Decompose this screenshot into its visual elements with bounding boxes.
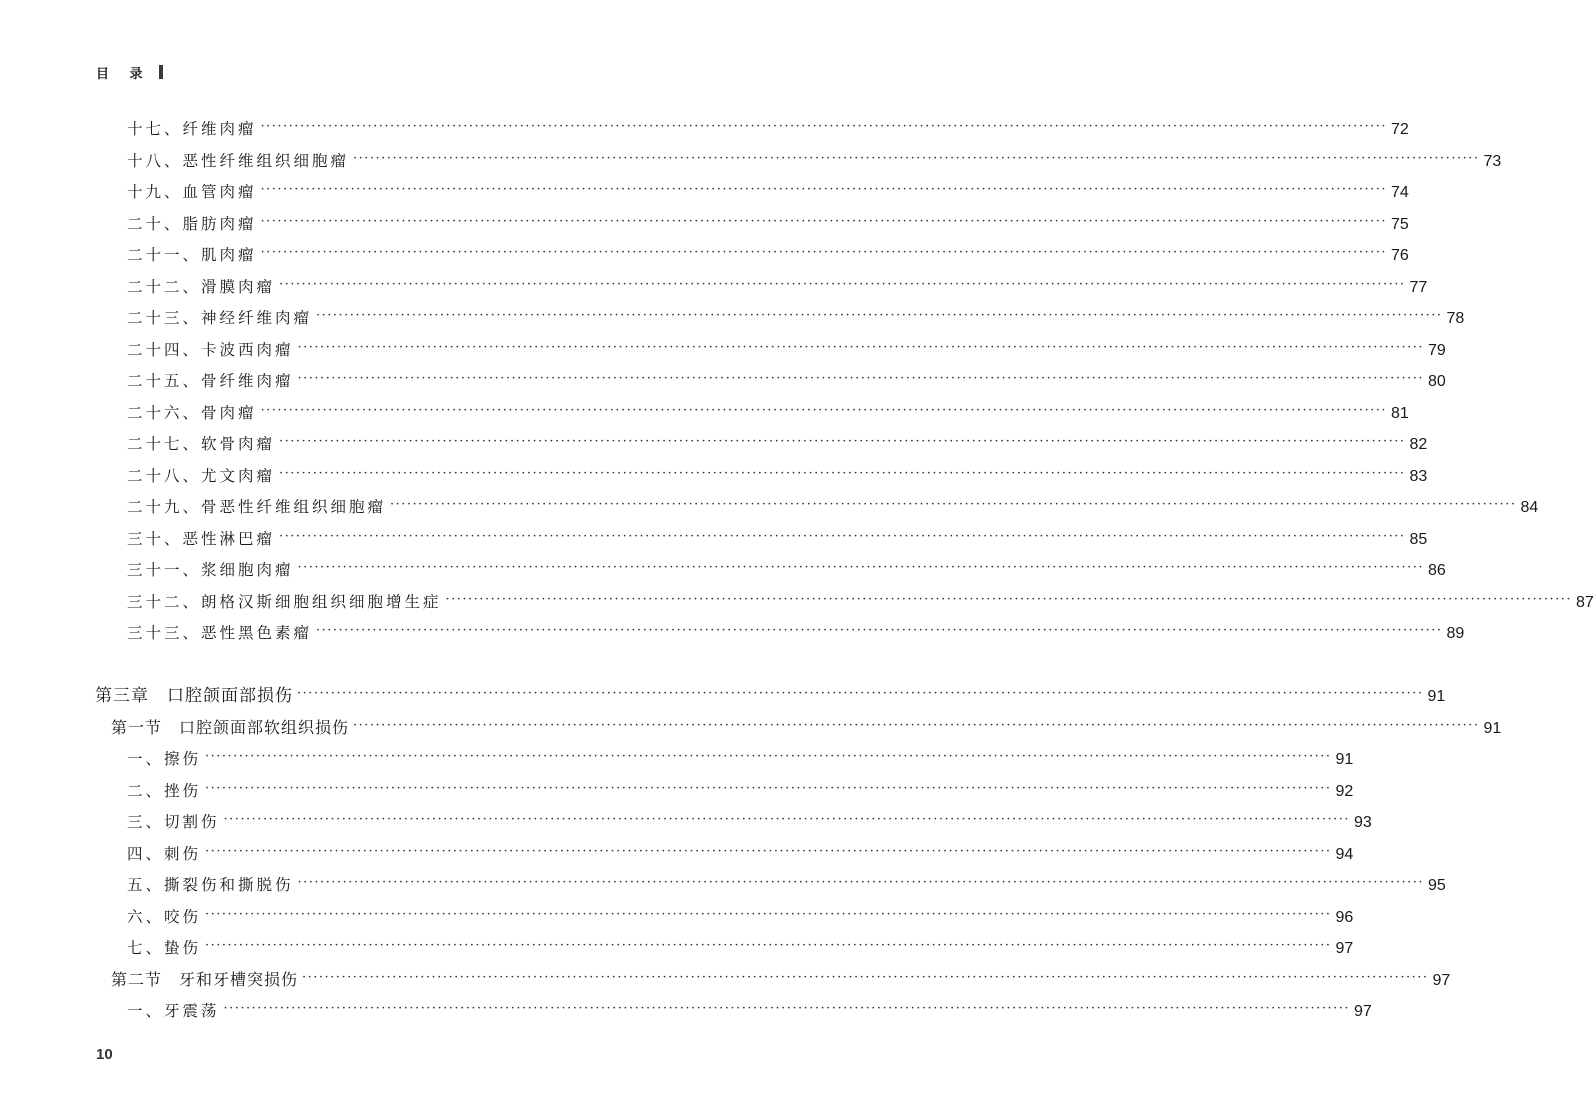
- toc-entry-label: 二、挫伤: [127, 782, 202, 800]
- toc-entry-label: 十九、血管肉瘤: [127, 183, 257, 201]
- toc-entry-page: 87: [1575, 594, 1594, 611]
- toc-leader-dots: ········································································································································································································: [316, 308, 1443, 323]
- toc-entry[interactable]: [127, 397, 1409, 423]
- toc-entry-label: 七、蛰伤: [127, 939, 202, 957]
- toc-entry-page: 94: [1335, 846, 1354, 863]
- toc-entry-label: 二十二、滑膜肉瘤: [127, 278, 276, 296]
- toc-entry-page: 93: [1353, 814, 1372, 831]
- toc-entry-label: 二十、脂肪肉瘤: [127, 215, 257, 233]
- toc-entry[interactable]: [127, 113, 1409, 139]
- toc-entry-label: 三十一、浆细胞肉瘤: [127, 561, 294, 579]
- toc-entry-label: 二十五、骨纤维肉瘤: [127, 372, 294, 390]
- toc-leader-dots: ········································································································································································································: [279, 434, 1406, 449]
- toc-leader-dots: ········································································································································································································: [297, 686, 1424, 701]
- toc-leader-dots: ········································································································································································································: [260, 214, 1387, 229]
- toc-entry-label: 三十三、恶性黑色素瘤: [127, 624, 313, 642]
- toc-entry-label: 二十七、软骨肉瘤: [127, 435, 276, 453]
- toc-entry[interactable]: [127, 334, 1446, 360]
- toc-entry-page: 97: [1353, 1003, 1372, 1020]
- toc-entry-page: 76: [1390, 247, 1409, 264]
- toc-entry-label: 二十三、神经纤维肉瘤: [127, 309, 313, 327]
- header-title: 目 录: [96, 66, 151, 82]
- toc-leader-dots: ········································································································································································································: [279, 466, 1406, 481]
- toc-entry-label: 一、牙震荡: [127, 1002, 220, 1020]
- toc-entry-page: 75: [1390, 216, 1409, 233]
- toc-leader-dots: ········································································································································································································: [260, 119, 1387, 134]
- toc-leader-dots: ········································································································································································································: [205, 938, 1332, 953]
- toc-entry-page: 74: [1390, 184, 1409, 201]
- toc-entry-label: 四、刺伤: [127, 845, 202, 863]
- toc-leader-dots: ········································································································································································································: [297, 371, 1424, 386]
- toc-entry[interactable]: [127, 995, 1372, 1021]
- toc-entry[interactable]: [127, 176, 1409, 202]
- toc-entry-page: 79: [1427, 342, 1446, 359]
- toc-entry-label: 五、撕裂伤和撕脱伤: [127, 876, 294, 894]
- toc-entry[interactable]: [127, 302, 1465, 328]
- toc-leader-dots: ········································································································································································································: [445, 592, 1572, 607]
- toc-entry[interactable]: [127, 775, 1354, 801]
- toc-entry[interactable]: [127, 932, 1354, 958]
- page-number: 10: [96, 1046, 113, 1063]
- toc-entry-page: 73: [1483, 153, 1502, 170]
- toc-leader-dots: ········································································································································································································: [260, 245, 1387, 260]
- toc-entry-page: 81: [1390, 405, 1409, 422]
- toc-entry[interactable]: [127, 145, 1502, 171]
- toc-entry[interactable]: [127, 491, 1539, 517]
- toc-entry-page: 96: [1335, 909, 1354, 926]
- toc-entry-label: 三十二、朗格汉斯细胞组织细胞增生症: [127, 593, 442, 611]
- header-bar-mark: [159, 65, 163, 79]
- toc-entry-label: 第一节 口腔颌面部软组织损伤: [111, 718, 350, 737]
- toc-leader-dots: ········································································································································································································: [223, 812, 1350, 827]
- toc-entry[interactable]: [127, 428, 1428, 454]
- toc-entry[interactable]: [127, 743, 1354, 769]
- toc-leader-dots: ········································································································································································································: [205, 781, 1332, 796]
- toc-entry-label: 第二节 牙和牙槽突损伤: [111, 970, 299, 989]
- toc-entry[interactable]: [127, 901, 1354, 927]
- toc-leader-dots: ········································································································································································································: [297, 560, 1424, 575]
- toc-entry-label: 三、切割伤: [127, 813, 220, 831]
- toc-entry[interactable]: [95, 680, 1446, 706]
- toc-entry-page: 83: [1409, 468, 1428, 485]
- toc-entry[interactable]: [127, 838, 1354, 864]
- toc-entry[interactable]: [111, 712, 1502, 738]
- toc-entry[interactable]: [127, 617, 1465, 643]
- toc-leader-dots: ········································································································································································································: [297, 875, 1424, 890]
- toc-entry-label: 二十九、骨恶性纤维组织细胞瘤: [127, 498, 387, 516]
- toc-leader-dots: ········································································································································································································: [390, 497, 1517, 512]
- toc-entry-page: 84: [1520, 499, 1539, 516]
- toc-entry-label: 十七、纤维肉瘤: [127, 120, 257, 138]
- running-header: [96, 62, 163, 82]
- toc-entry-label: 十八、恶性纤维组织细胞瘤: [127, 152, 350, 170]
- toc-entry-label: 一、擦伤: [127, 750, 202, 768]
- toc-entry-page: 89: [1446, 625, 1465, 642]
- toc-entry-label: 二十一、肌肉瘤: [127, 246, 257, 264]
- toc-entry-page: 82: [1409, 436, 1428, 453]
- toc-entry[interactable]: [127, 271, 1428, 297]
- toc-entry-page: 72: [1390, 121, 1409, 138]
- toc-leader-dots: ········································································································································································································: [260, 182, 1387, 197]
- toc-entry[interactable]: [127, 460, 1428, 486]
- toc-entry-page: 86: [1427, 562, 1446, 579]
- toc-entry-page: 97: [1432, 972, 1451, 989]
- toc-entry-page: 85: [1409, 531, 1428, 548]
- toc-leader-dots: ········································································································································································································: [223, 1001, 1350, 1016]
- toc-entry-label: 二十六、骨肉瘤: [127, 404, 257, 422]
- toc-entry[interactable]: [127, 554, 1446, 580]
- toc-leader-dots: ········································································································································································································: [279, 277, 1406, 292]
- toc-entry[interactable]: [127, 869, 1446, 895]
- toc-entry[interactable]: [127, 586, 1594, 612]
- toc-leader-dots: ········································································································································································································: [205, 749, 1332, 764]
- toc-leader-dots: ········································································································································································································: [279, 529, 1406, 544]
- toc-leader-dots: ········································································································································································································: [353, 151, 1480, 166]
- toc-entry-page: 92: [1335, 783, 1354, 800]
- toc-entry[interactable]: [127, 806, 1372, 832]
- toc-entry-label: 第三章 口腔颌面部损伤: [95, 686, 293, 705]
- toc-entry-label: 二十四、卡波西肉瘤: [127, 341, 294, 359]
- toc-leader-dots: ········································································································································································································: [302, 970, 1429, 985]
- toc-entry-page: 91: [1483, 720, 1502, 737]
- toc-entry-label: 二十八、尤文肉瘤: [127, 467, 276, 485]
- toc-entry-label: 六、咬伤: [127, 908, 202, 926]
- toc-entry-page: 80: [1427, 373, 1446, 390]
- toc-entry-page: 78: [1446, 310, 1465, 327]
- toc-leader-dots: ········································································································································································································: [316, 623, 1443, 638]
- toc-leader-dots: ········································································································································································································: [205, 844, 1332, 859]
- toc-entry-page: 77: [1409, 279, 1428, 296]
- toc-entry-page: 91: [1335, 751, 1354, 768]
- toc-entry[interactable]: [127, 239, 1409, 265]
- toc-entry-page: 91: [1427, 688, 1446, 705]
- toc-entry[interactable]: [127, 365, 1446, 391]
- toc-entry-page: 97: [1335, 940, 1354, 957]
- toc-leader-dots: ········································································································································································································: [353, 718, 1480, 733]
- toc-leader-dots: ········································································································································································································: [205, 907, 1332, 922]
- toc-entry[interactable]: [111, 964, 1451, 990]
- toc-leader-dots: ········································································································································································································: [260, 403, 1387, 418]
- toc-entry[interactable]: [127, 523, 1428, 549]
- toc-entry-page: 95: [1427, 877, 1446, 894]
- toc-entry-label: 三十、恶性淋巴瘤: [127, 530, 276, 548]
- toc-leader-dots: ········································································································································································································: [297, 340, 1424, 355]
- toc-entry[interactable]: [127, 208, 1409, 234]
